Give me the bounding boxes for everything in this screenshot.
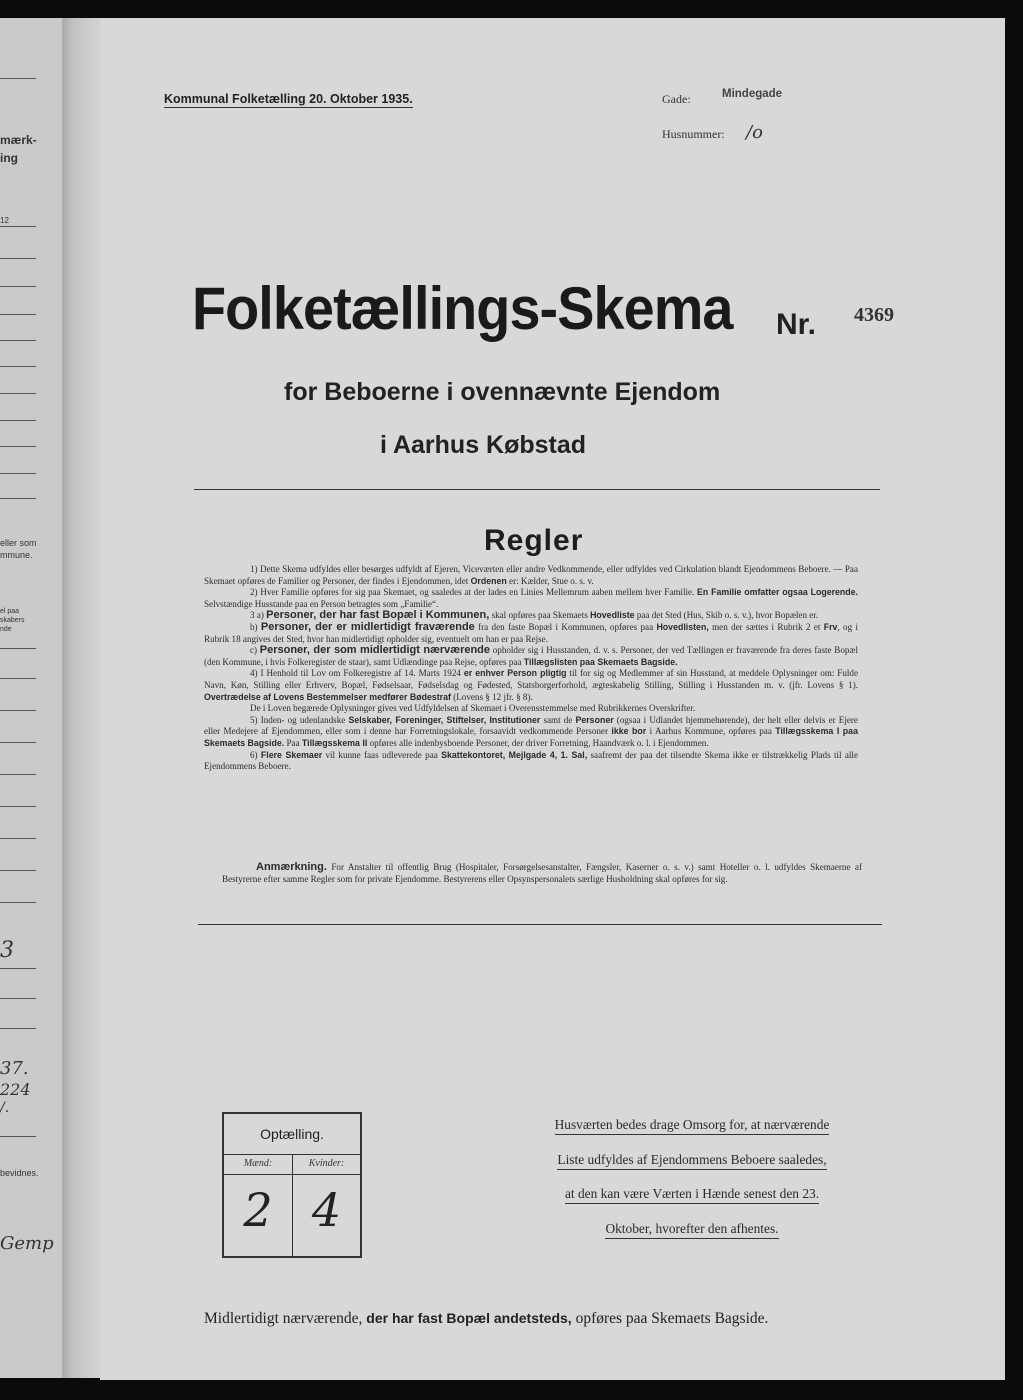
maend-label: Mænd: bbox=[224, 1154, 292, 1175]
rule-1: 1) Dette Skema udfyldes eller besørges udfyldt af Ejeren, Viceværten eller andre Vedkommende, eller udfyldes ved Cirkulation blandt Ejendommens Beboere. — Paa Skemaet opføres de Familier og Personer, der findes i Ejendommen, idet Ordenen er: Kælder, Stue o. s. v. bbox=[204, 564, 858, 586]
kvinder-value: 4 bbox=[311, 1183, 342, 1237]
notice-line-3: at den kan være Værten i Hænde senest den 23. bbox=[524, 1186, 860, 1202]
ruled-line bbox=[0, 806, 36, 807]
ruled-line bbox=[0, 870, 36, 871]
ruled-line bbox=[0, 340, 36, 341]
nr-label: Nr. bbox=[776, 308, 817, 341]
left-fragment: bevidnes. bbox=[0, 1168, 39, 1178]
ruled-line bbox=[0, 393, 36, 394]
census-form-page bbox=[100, 18, 1005, 1380]
ruled-line bbox=[0, 314, 36, 315]
rule-6: 6) Flere Skemaer vil kunne faas udleverede paa Skattekontoret, Mejlgade 4, 1. Sal, saafremt der paa det tilsendte Skema ikke er tilstrækkelig Plads til alle Ejendommens Beboere. bbox=[204, 749, 858, 772]
rule-4b: De i Loven begærede Oplysninger gives ved Udfyldelsen af Skemaet i Overensstemmelse med Rubrikkernes Overskrifter. bbox=[250, 703, 696, 714]
ruled-line bbox=[0, 286, 36, 287]
divider bbox=[198, 924, 882, 925]
left-fragment: mmune. bbox=[0, 550, 33, 560]
left-fragment: 12 bbox=[0, 216, 9, 225]
left-fragment: nde bbox=[0, 626, 12, 633]
left-fragment: mærk- bbox=[0, 133, 37, 147]
divider bbox=[194, 489, 880, 490]
husnummer-value: /o bbox=[746, 122, 763, 143]
rule-3a: 3 a) Personer, der har fast Bopæl i Kommunen, skal opføres paa Skemaets Hovedliste paa det Sted (Hus, Skib o. s. v.), hvor Bopælen er. bbox=[250, 609, 819, 622]
ruled-line bbox=[0, 1136, 36, 1137]
rule-4: 4) I Henhold til Lov om Folkeregistre af 14. Marts 1924 er enhver Person pligtig til for sig og Medlemmer af sin Husstand, at meddele Oplysninger om: Fulde Navn, Køn, Stilling eller Erhverv, Bopæl, Fødselsaar, Fødselsdag og Fødested, Statsborgerforhold, ægteskabelig Stilling, Stilling i Husstanden m. v. (jfr. Lovens § 1). Overtrædelse af Lovens Bestemmelser medfører Bødestraf (Lovens § 12 jfr. § 8). bbox=[204, 668, 858, 702]
rule-5: 5) Inden- og udenlandske Selskaber, Foreninger, Stiftelser, Institutioner samt de Personer (ogsaa i Udlandet hjemmehørende), der helt eller delvis er Ejere eller Medejere af Ejendommen, eller som i denne har Forretningslokale, forsaavidt vedkommende Personer ikke bor i Aarhus Kommune, opføres paa Tillægsskema I paa Skemaets Bagside. Paa Tillægsskema II opføres alle indenbysboende Personer, der driver Forretning, Haandværk o. l. i Ejendommen. bbox=[204, 714, 858, 748]
husnummer-label: Husnummer: bbox=[662, 127, 725, 141]
ruled-line bbox=[0, 742, 36, 743]
left-fragment: skabers bbox=[0, 617, 25, 624]
anmaerkning-lead: Anmærkning. bbox=[256, 861, 327, 873]
book-gutter bbox=[62, 18, 102, 1378]
anmaerkning-text: For Anstalter til offentlig Brug (Hospitaler, Forsørgelsesanstalter, Fængsler, Kaserner o. s. v.) samt Hoteller o. l. udfyldes Skemaerne af Bestyrerne efter samme Regler som for private Ejendomme. Bestyrerens eller Opsynspersonalets særlige Husholdning skal opføres for sig. bbox=[222, 862, 862, 884]
previous-page-edge bbox=[0, 18, 62, 1378]
gade-label: Gade: bbox=[662, 92, 691, 106]
anmaerkning bbox=[222, 862, 862, 885]
footer-note: Midlertidigt nærværende, der har fast Bopæl andetsteds, opføres paa Skemaets Bagside. bbox=[204, 1310, 769, 1327]
notice-line-1: Husværten bedes drage Omsorg for, at nærværende bbox=[524, 1117, 860, 1133]
ruled-line bbox=[0, 968, 36, 969]
nr-value: 4369 bbox=[854, 304, 894, 326]
maend-value: 2 bbox=[243, 1183, 273, 1237]
handwritten-fragment: /. bbox=[0, 1100, 10, 1116]
ruled-line bbox=[0, 473, 36, 474]
handwritten-fragment: 3 bbox=[0, 938, 14, 963]
count-title: Optælling. bbox=[224, 1114, 360, 1155]
ruled-line bbox=[0, 998, 36, 999]
ruled-line bbox=[0, 648, 36, 649]
kvinder-column bbox=[293, 1154, 360, 1256]
rules-text bbox=[204, 564, 858, 773]
ruled-line bbox=[0, 78, 36, 79]
left-fragment: eller som bbox=[0, 538, 37, 548]
ruled-line bbox=[0, 420, 36, 421]
ruled-line bbox=[0, 710, 36, 711]
left-fragment: ing bbox=[0, 151, 18, 165]
handwritten-fragment: Gemp bbox=[0, 1233, 54, 1254]
regler-heading: Regler bbox=[484, 524, 584, 557]
notice-line-4: Oktober, hvorefter den afhentes. bbox=[524, 1221, 860, 1237]
census-line: Kommunal Folketælling 20. Oktober 1935. bbox=[164, 92, 413, 106]
ruled-line bbox=[0, 902, 36, 903]
rule-3c: c) Personer, der som midlertidigt nærværende opholder sig i Husstanden, d. v. s. Personer, der ved Tællingen er fraværende fra deres faste Bopæl (den Kommune, i hvis Folkeregister de staar), samt Udlændinge paa Rejse, opføres paa Tillægslisten paa Skemaets Bagside. bbox=[204, 644, 859, 667]
ruled-line bbox=[0, 1028, 36, 1029]
rule-3b: b) Personer, der er midlertidigt fraværende fra den faste Bopæl i Kommunen, opføres paa Hovedlisten, men der sættes i Rubrik 2 et Frv, og i Rubrik 18 angives det Sted, hvor han midlertidigt opholder sig, eventuelt om han er paa Rejse. bbox=[204, 620, 858, 644]
count-box bbox=[222, 1112, 362, 1258]
maend-column bbox=[224, 1154, 293, 1256]
left-fragment: el paa bbox=[0, 608, 20, 615]
notice-line-2: Liste udfyldes af Ejendommens Beboere saaledes, bbox=[524, 1152, 860, 1168]
subtitle-line-2: i Aarhus Købstad bbox=[380, 431, 587, 459]
ruled-line bbox=[0, 446, 36, 447]
gade-value: Mindegade bbox=[722, 88, 783, 100]
ruled-line bbox=[0, 774, 36, 775]
handwritten-fragment: 37. bbox=[0, 1058, 29, 1079]
ruled-line bbox=[0, 226, 36, 227]
ruled-line bbox=[0, 258, 36, 259]
handwritten-fragment: 224 bbox=[0, 1080, 31, 1099]
form-title: Folketællings-Skema bbox=[192, 275, 733, 342]
ruled-line bbox=[0, 498, 36, 499]
kvinder-label: Kvinder: bbox=[293, 1154, 360, 1175]
ruled-line bbox=[0, 838, 36, 839]
rule-2: 2) Hver Familie opføres for sig paa Skemaet, og saaledes at der lades en Linies Mellemrum aaben mellem hver Familie. En Familie omfatter ogsaa Logerende. Selvstændige Husstande paa en Person betragtes som „Familie“. bbox=[204, 587, 858, 609]
subtitle-line-1: for Beboerne i ovennævnte Ejendom bbox=[284, 378, 721, 406]
ruled-line bbox=[0, 678, 36, 679]
ruled-line bbox=[0, 366, 36, 367]
